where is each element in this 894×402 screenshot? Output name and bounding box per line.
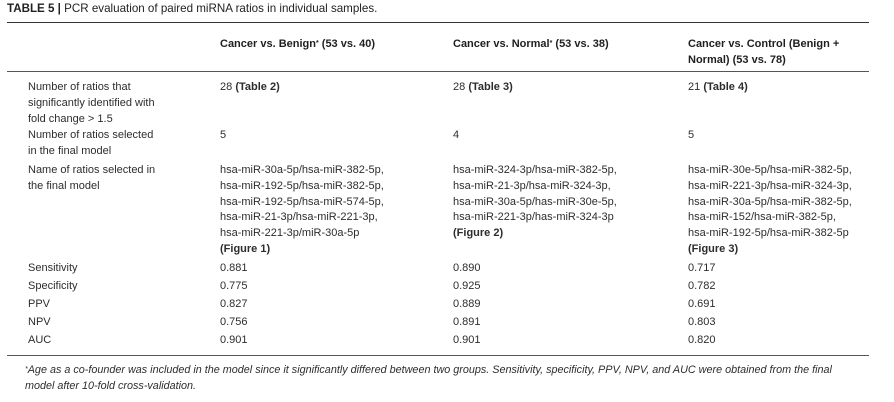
row-label-names: Name of ratios selected in the final model [28, 164, 156, 192]
sensitivity-normal: 0.890 [453, 262, 481, 274]
num-ratios-benign: 28 (Table 2) [220, 81, 280, 93]
names-normal: hsa-miR-324-3p/hsa-miR-382-5p, hsa-miR-21-3p/hsa-miR-324-3p, hsa-miR-30a-5p/has-miR-30e-5p, hsa-miR-221-3p/has-miR-324-3p (Figure 2) [453, 163, 681, 242]
names-control: hsa-miR-30e-5p/hsa-miR-382-5p, hsa-miR-221-3p/hsa-miR-324-3p, hsa-miR-30a-5p/hsa-miR-382-5p, hsa-miR-152/hsa-miR-382-5p, hsa-miR-192-5p/hsa-miR-382-5p (Figure 3) [688, 163, 878, 258]
auc-normal: 0.901 [453, 334, 481, 346]
row-label-specificity: Specificity [28, 280, 78, 292]
col-header-cancer-vs-control: Cancer vs. Control (Benign + Normal) (53 vs. 78) [688, 38, 840, 66]
figure-3-ref: (Figure 3) [688, 242, 739, 255]
sensitivity-benign: 0.881 [220, 262, 248, 274]
bottom-rule [7, 355, 869, 356]
table-footnote: *Age as a co-founder was included in the model since it significantly differed between two groups. Sensitivity, specificity, PPV, NPV, and AUC were obtained from the final model after 10-fold cross-validation. [25, 364, 832, 392]
row-label-ppv: PPV [28, 298, 51, 310]
row-label-num-ratios: Number of ratios that significantly identified with fold change > 1.5 [28, 81, 155, 125]
figure-1-ref: (Figure 1) [220, 242, 271, 255]
table-3-ref: (Table 3) [468, 81, 513, 93]
figure-2-ref: (Figure 2) [453, 227, 504, 240]
row-label-npv: NPV [28, 316, 51, 328]
npv-control: 0.803 [688, 316, 716, 328]
table-label: TABLE 5 | [7, 2, 61, 15]
ppv-benign: 0.827 [220, 298, 248, 310]
num-selected-control: 5 [688, 129, 695, 141]
specificity-control: 0.782 [688, 280, 716, 292]
row-label-sensitivity: Sensitivity [28, 262, 78, 274]
npv-normal: 0.891 [453, 316, 481, 328]
top-rule [7, 22, 869, 23]
names-benign: hsa-miR-30a-5p/hsa-miR-382-5p, hsa-miR-192-5p/hsa-miR-382-5p, hsa-miR-192-5p/hsa-miR-574-5p, hsa-miR-21-3p/hsa-miR-221-3p, hsa-miR-221-3p/miR-30a-5p (Figure 1) [220, 163, 445, 258]
row-label-auc: AUC [28, 334, 52, 346]
table-4-ref: (Table 4) [703, 81, 748, 93]
table-caption-text: PCR evaluation of paired miRNA ratios in individual samples. [64, 2, 378, 15]
num-selected-normal: 4 [453, 129, 460, 141]
num-ratios-normal: 28 (Table 3) [453, 81, 513, 93]
col-header-cancer-vs-normal: Cancer vs. Normal* (53 vs. 38) [453, 38, 609, 50]
auc-control: 0.820 [688, 334, 716, 346]
specificity-benign: 0.775 [220, 280, 248, 292]
table-caption [7, 2, 377, 15]
num-selected-benign: 5 [220, 129, 227, 141]
table-2-ref: (Table 2) [235, 81, 280, 93]
sensitivity-control: 0.717 [688, 262, 716, 274]
ppv-normal: 0.889 [453, 298, 481, 310]
num-ratios-control: 21 (Table 4) [688, 81, 748, 93]
npv-benign: 0.756 [220, 316, 248, 328]
header-rule [7, 71, 869, 72]
ppv-control: 0.691 [688, 298, 716, 310]
col-header-cancer-vs-benign: Cancer vs. Benign* (53 vs. 40) [220, 38, 375, 50]
specificity-normal: 0.925 [453, 280, 481, 292]
auc-benign: 0.901 [220, 334, 248, 346]
row-label-num-selected: Number of ratios selected in the final model [28, 129, 154, 157]
